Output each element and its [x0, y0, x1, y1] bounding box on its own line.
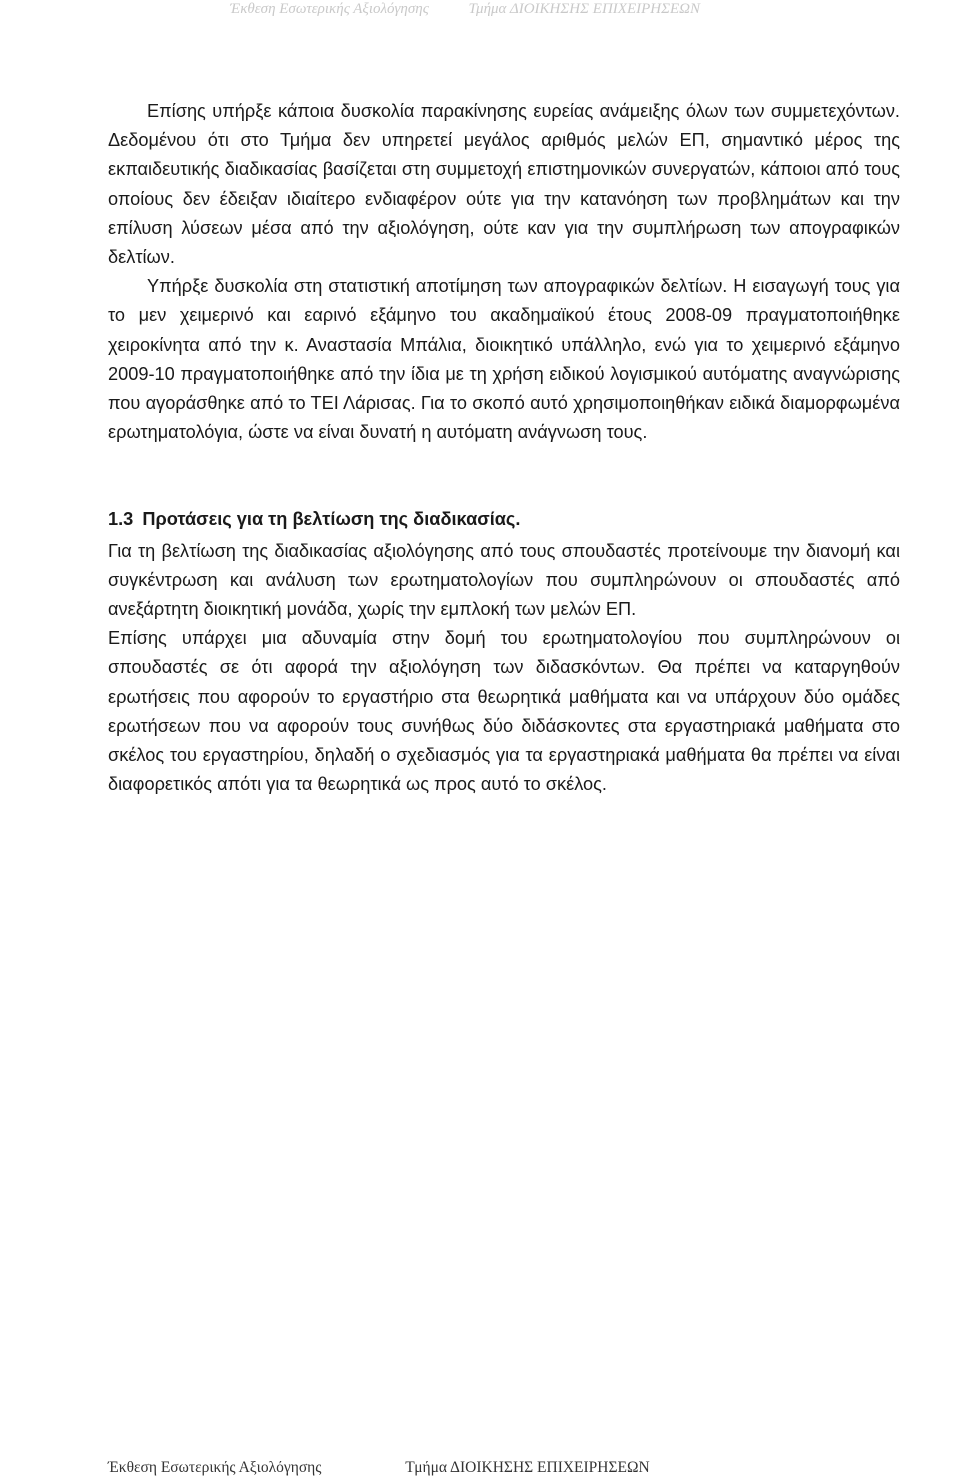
footer-department: Τμήμα ΔΙΟΙΚΗΣΗΣ ΕΠΙΧΕΙΡΗΣΕΩΝ	[405, 1459, 650, 1476]
paragraph: Για τη βελτίωση της διαδικασίας αξιολόγησης από τους σπουδαστές προτείνουμε την διανομή και συγκέντρωση και ανάλυση των ερωτηματολογίων που συμπληρώνουν οι σπουδαστές από ανεξάρτητη διοικητική μονάδα, χωρίς την εμπλοκή των μελών ΕΠ.	[108, 540, 900, 620]
section-heading	[108, 505, 900, 534]
page-footer	[108, 1459, 650, 1477]
header-report-title: Έκθεση Εσωτερικής Αξιολόγησης	[230, 1, 429, 17]
page-header	[230, 0, 960, 18]
paragraph: Υπήρξε δυσκολία στη στατιστική αποτίμηση των απογραφικών δελτίων. Η εισαγωγή τους για το μεν χειμερινό και εαρινό εξάμηνο του ακαδημαϊκού έτους 2008-09 πραγματοποιήθηκε χειροκίνητα από την κ. Αναστασία Μπάλια, διοικητικό υπάλληλο, ενώ για το χειμερινό εξάμηνο 2009-10 πραγματοποιήθηκε από την ίδια με τη χρήση ειδικού λογισμικού αυτόματης αναγνώρισης που αγοράσθηκε από το ΤΕΙ Λάρισας. Για το σκοπό αυτό χρησιμοποιηθήκαν ειδικά διαμορφωμένα ερωτηματολόγια, ώστε να είναι δυνατή η αυτόματη ανάγνωση τους.	[108, 276, 900, 443]
header-department: Τμήμα ΔΙΟΙΚΗΣΗΣ ΕΠΙΧΕΙΡΗΣΕΩΝ	[468, 1, 701, 17]
paragraph: Επίσης υπάρχει μια αδυναμία στην δομή του ερωτηματολογίου που συμπληρώνουν οι σπουδαστές σε ότι αφορά την αξιολόγηση των διδασκόντων. Θα πρέπει να καταργηθούν ερωτήσεις που αφορούν το εργαστήριο στα θεωρητικά μαθήματα και να υπάρχουν δύο ομάδες ερωτήσεων που να αφορούν τους συνήθως δύο διδάσκοντες στα εργαστηριακά μαθήματα στο σκέλος του εργαστηρίου, δηλαδή ο σχεδιασμός για τα εργαστηριακά μαθήματα θα πρέπει να είναι διαφορετικός απότι για τα θεωρητικά ως προς αυτό το σκέλος.	[108, 628, 900, 795]
footer-report-title: Έκθεση Εσωτερικής Αξιολόγησης	[108, 1459, 322, 1476]
section-number: 1.3	[108, 509, 134, 530]
section-title: Προτάσεις για τη βελτίωση της διαδικασίας.	[142, 509, 521, 530]
document-body	[108, 97, 900, 799]
paragraph: Επίσης υπήρξε κάποια δυσκολία παρακίνησης ευρείας ανάμειξης όλων των συμμετεχόντων. Δεδομένου ότι στο Τμήμα δεν υπηρετεί μεγάλος αριθμός μελών ΕΠ, σημαντικό μέρος της εκπαιδευτικής διαδικασίας βασίζεται στη συμμετοχή επιστημονικών συνεργατών, κάποιοι από τους οποίους δεν έδειξαν ιδιαίτερο ενδιαφέρον ούτε για την κατανόηση των προβλημάτων και την επίλυση λύσεων μέσα από την αξιολόγηση, ούτε καν για την συμπλήρωση των απογραφικών δελτίων.	[108, 101, 900, 268]
